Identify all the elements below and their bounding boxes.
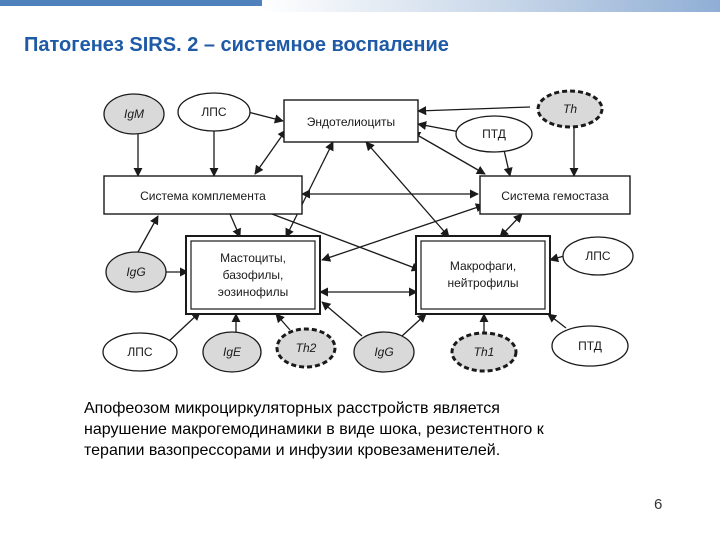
node-label-ptd-top: ПТД [482, 127, 506, 141]
node-label-mast-cells-2: базофилы, [222, 268, 284, 282]
caption-line-1: Апофеозом микроциркуляторных расстройств является [84, 400, 500, 417]
node-label-th-top: Th [562, 102, 578, 116]
arrow-th2-to-mast-cells [276, 314, 290, 330]
node-label-ige: IgE [222, 345, 242, 359]
slide-caption [84, 398, 684, 461]
arrow-lps-bottom-to-mast-cells [168, 312, 200, 342]
node-label-th2: Th2 [295, 341, 317, 355]
top-decor-bar [0, 0, 720, 12]
node-label-endothelium: Эндотелиоциты [306, 115, 396, 129]
caption-line-3: терапии вазопрессорами и инфузии кровезаменителей. [84, 442, 501, 459]
node-label-complement: Система комплемента [140, 189, 266, 203]
node-label-macrophages-2: нейтрофилы [447, 276, 519, 290]
node-label-macrophages-1: Макрофаги, [449, 259, 517, 273]
arrow-lps-right-to-macrophages [550, 256, 564, 260]
node-label-hemostasis: Система гемостаза [501, 189, 609, 203]
pathogenesis-diagram [90, 80, 640, 380]
arrow-igg-bottom-to-macrophages [402, 314, 426, 336]
caption-line-2: нарушение макрогемодинамики в виде шока, резистентного к [84, 421, 544, 438]
arrow-ptd-to-endothelium [418, 124, 460, 132]
top-decor-bar-gradient [262, 0, 720, 12]
arrow-complement-mast-cells [230, 214, 240, 237]
node-label-th1: Th1 [473, 345, 495, 359]
node-label-lps-right: ЛПС [585, 249, 611, 263]
slide-title: Патогенез SIRS. 2 – системное воспаление [24, 34, 449, 56]
node-label-igg-bottom: IgG [374, 345, 394, 359]
arrow-th-to-endothelium [418, 107, 530, 111]
arrow-igg-left-to-complement [138, 216, 158, 252]
arrow-igg-bottom-to-mast-cells [322, 302, 362, 336]
node-label-ptd-bottom: ПТД [578, 339, 602, 353]
node-label-lps-top: ЛПС [201, 105, 227, 119]
arrow-lps-to-endothelium [248, 112, 283, 121]
node-mast-cells [186, 236, 320, 314]
node-macrophages [416, 236, 550, 314]
arrow-hemostasis-macrophages [500, 214, 522, 237]
node-label-igg-left: IgG [126, 265, 146, 279]
page-number: 6 [654, 496, 663, 513]
node-label-lps-bottom: ЛПС [127, 345, 153, 359]
arrow-ptd-bottom-to-macrophages [548, 314, 566, 328]
node-label-igm-top: IgM [123, 107, 145, 121]
top-decor-bar-solid [0, 0, 262, 6]
node-label-mast-cells-3: эозинофилы [217, 285, 289, 299]
node-label-mast-cells-1: Мастоциты, [220, 251, 286, 265]
arrow-endothelium-macrophages [366, 142, 449, 237]
arrow-endothelium-complement [255, 130, 286, 174]
arrow-ptd-to-hemostasis [504, 150, 510, 176]
